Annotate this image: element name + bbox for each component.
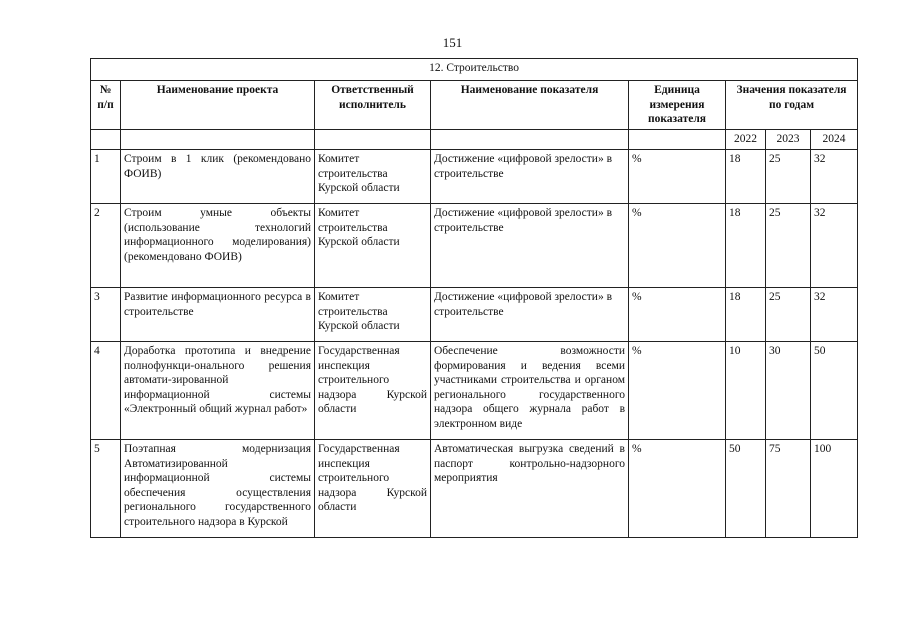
row-value-2023: 30 [766, 342, 811, 440]
row-project: Доработка прототипа и внедрение полнофункци-онального решения автомати-зированной информационной системы «Электронный общий журнал работ» [121, 342, 315, 440]
row-num: 1 [91, 150, 121, 204]
table-row [91, 288, 858, 342]
row-value-2022: 18 [726, 288, 766, 342]
row-project: Поэтапная модернизация Автоматизированной информационной системы обеспечения осуществления регионального государственного строительного надзора в Курской [121, 440, 315, 538]
row-project: Развитие информационного ресурса в строительстве [121, 288, 315, 342]
row-value-2024: 100 [811, 440, 858, 538]
empty-cell [315, 130, 431, 150]
row-num: 5 [91, 440, 121, 538]
row-num: 3 [91, 288, 121, 342]
row-value-2022: 18 [726, 204, 766, 288]
row-value-2022: 50 [726, 440, 766, 538]
row-executor: Комитет строительства Курской области [315, 204, 431, 288]
table-row [91, 342, 858, 440]
header-indicator: Наименование показателя [431, 81, 629, 130]
row-indicator: Обеспечение возможности формирования и ведения всеми участниками строительства и органом регионального государственного надзора общего журнала работ в электронном виде [431, 342, 629, 440]
header-row [91, 81, 858, 130]
section-title-row [91, 59, 858, 81]
row-value-2023: 25 [766, 150, 811, 204]
row-project: Строим умные объекты (использование технологий информационного моделирования) (рекомендовано ФОИВ) [121, 204, 315, 288]
row-unit: % [629, 342, 726, 440]
row-value-2024: 50 [811, 342, 858, 440]
empty-cell [91, 130, 121, 150]
year-2023: 2023 [766, 130, 811, 150]
header-executor: Ответственный исполнитель [315, 81, 431, 130]
row-indicator: Достижение «цифровой зрелости» в строительстве [431, 288, 629, 342]
row-unit: % [629, 204, 726, 288]
row-project: Строим в 1 клик (рекомендовано ФОИВ) [121, 150, 315, 204]
page-number: 151 [442, 35, 463, 50]
header-values: Значения показателя по годам [726, 81, 858, 130]
years-row [91, 130, 858, 150]
year-2022: 2022 [726, 130, 766, 150]
row-executor: Государственная инспекция строительного надзора Курской области [315, 342, 431, 440]
row-unit: % [629, 288, 726, 342]
table-row [91, 204, 858, 288]
row-value-2024: 32 [811, 204, 858, 288]
row-value-2023: 25 [766, 288, 811, 342]
row-value-2022: 10 [726, 342, 766, 440]
row-executor: Государственная инспекция строительного надзора Курской области [315, 440, 431, 538]
row-value-2023: 25 [766, 204, 811, 288]
row-value-2023: 75 [766, 440, 811, 538]
row-indicator: Автоматическая выгрузка сведений в паспорт контрольно-надзорного мероприятия [431, 440, 629, 538]
header-unit: Единица измерения показателя [629, 81, 726, 130]
indicators-table [90, 58, 858, 538]
year-2024: 2024 [811, 130, 858, 150]
row-num: 4 [91, 342, 121, 440]
row-indicator: Достижение «цифровой зрелости» в строительстве [431, 204, 629, 288]
row-num: 2 [91, 204, 121, 288]
empty-cell [121, 130, 315, 150]
row-value-2024: 32 [811, 150, 858, 204]
header-num: № п/п [91, 81, 121, 130]
row-executor: Комитет строительства Курской области [315, 150, 431, 204]
section-title: 12. Строительство [91, 59, 858, 81]
row-value-2024: 32 [811, 288, 858, 342]
empty-cell [431, 130, 629, 150]
table-row [91, 150, 858, 204]
row-unit: % [629, 440, 726, 538]
empty-cell [629, 130, 726, 150]
row-unit: % [629, 150, 726, 204]
row-indicator: Достижение «цифровой зрелости» в строительстве [431, 150, 629, 204]
row-executor: Комитет строительства Курской области [315, 288, 431, 342]
row-value-2022: 18 [726, 150, 766, 204]
table-row [91, 440, 858, 538]
header-project: Наименование проекта [121, 81, 315, 130]
